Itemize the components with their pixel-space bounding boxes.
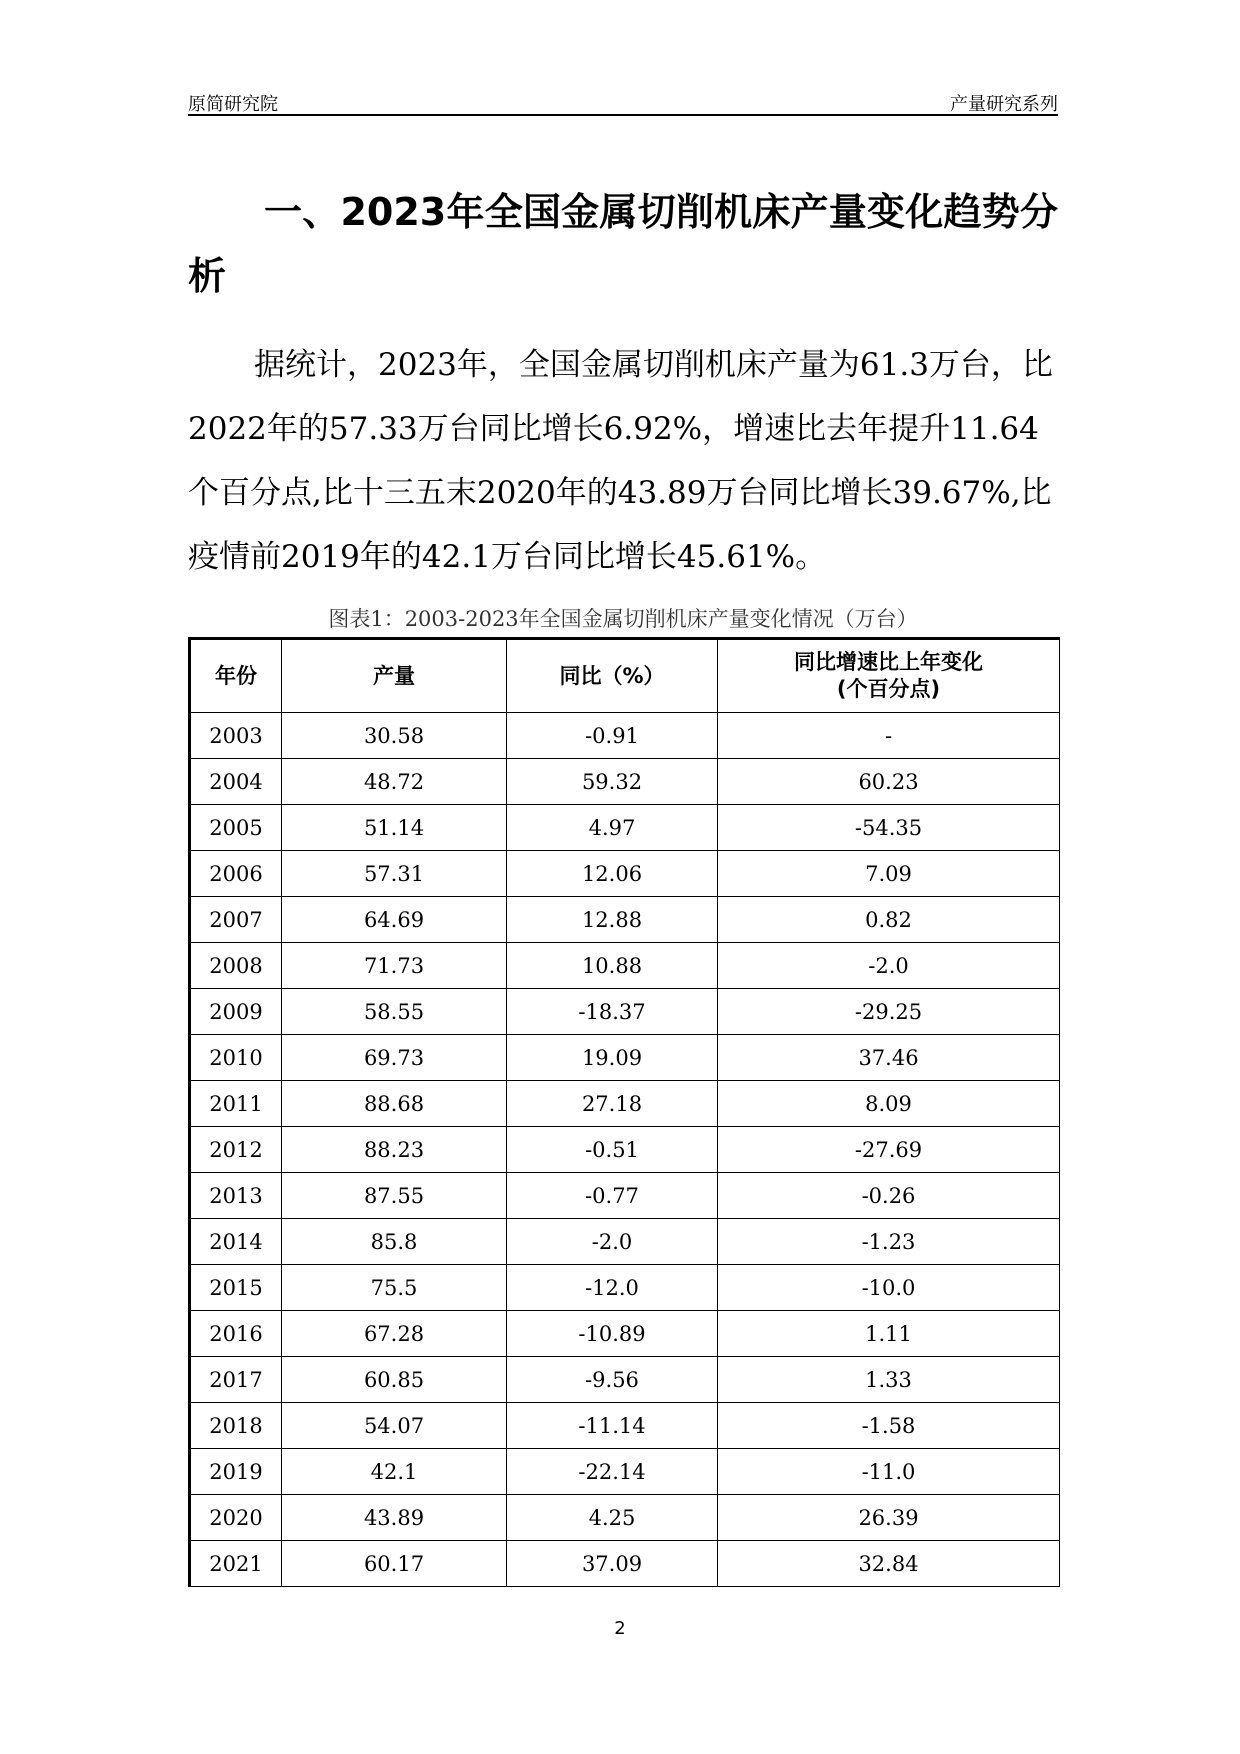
output-cell: 88.23 — [282, 1127, 507, 1173]
table-row — [190, 1219, 1060, 1265]
output-cell: 85.8 — [282, 1219, 507, 1265]
year-cell: 2016 — [190, 1311, 282, 1357]
year-cell: 2020 — [190, 1495, 282, 1541]
production-table — [188, 637, 1060, 1587]
growth-change-cell: -10.0 — [718, 1265, 1060, 1311]
table-row — [190, 713, 1060, 759]
output-cell: 87.55 — [282, 1173, 507, 1219]
year-cell: 2011 — [190, 1081, 282, 1127]
column-header-output: 产量 — [282, 639, 507, 713]
year-cell: 2018 — [190, 1403, 282, 1449]
yoy-cell: 27.18 — [507, 1081, 718, 1127]
yoy-cell: 10.88 — [507, 943, 718, 989]
growth-change-cell: -29.25 — [718, 989, 1060, 1035]
body-paragraph: 据统计，2023年，全国金属切削机床产量为61.3万台，比2022年的57.33万台同比增长6.92%，增速比去年提升11.64个百分点,比十三五末2020年的43.89万台同比增长39.67%,比疫情前2019年的42.1万台同比增长45.61%。 — [188, 347, 1053, 575]
year-cell: 2004 — [190, 759, 282, 805]
table-body — [190, 713, 1060, 1587]
growth-change-cell: 37.46 — [718, 1035, 1060, 1081]
output-cell: 58.55 — [282, 989, 507, 1035]
yoy-cell: -18.37 — [507, 989, 718, 1035]
growth-change-cell: -11.0 — [718, 1449, 1060, 1495]
output-cell: 75.5 — [282, 1265, 507, 1311]
growth-change-cell: 1.11 — [718, 1311, 1060, 1357]
yoy-cell: -2.0 — [507, 1219, 718, 1265]
table-row — [190, 1495, 1060, 1541]
year-cell: 2013 — [190, 1173, 282, 1219]
output-cell: 60.85 — [282, 1357, 507, 1403]
year-cell: 2015 — [190, 1265, 282, 1311]
page-header — [188, 86, 1058, 116]
output-cell: 88.68 — [282, 1081, 507, 1127]
table-row — [190, 851, 1060, 897]
page-number: 2 — [614, 1618, 626, 1639]
growth-change-cell: -1.58 — [718, 1403, 1060, 1449]
table-row — [190, 1173, 1060, 1219]
yoy-cell: -11.14 — [507, 1403, 718, 1449]
growth-change-cell: -1.23 — [718, 1219, 1060, 1265]
growth-change-cell: 7.09 — [718, 851, 1060, 897]
output-cell: 43.89 — [282, 1495, 507, 1541]
section-title: 一、2023年全国金属切削机床产量变化趋势分析 — [188, 190, 1058, 298]
yoy-cell: -9.56 — [507, 1357, 718, 1403]
growth-change-cell: 8.09 — [718, 1081, 1060, 1127]
growth-change-cell: 0.82 — [718, 897, 1060, 943]
yoy-cell: 12.88 — [507, 897, 718, 943]
table-row — [190, 1127, 1060, 1173]
table-row — [190, 1357, 1060, 1403]
table-row — [190, 1265, 1060, 1311]
table-row — [190, 805, 1060, 851]
yoy-cell: -22.14 — [507, 1449, 718, 1495]
output-cell: 57.31 — [282, 851, 507, 897]
growth-change-cell: -54.35 — [718, 805, 1060, 851]
output-cell: 64.69 — [282, 897, 507, 943]
growth-change-cell: 26.39 — [718, 1495, 1060, 1541]
yoy-cell: -10.89 — [507, 1311, 718, 1357]
header-series-name: 产量研究系列 — [950, 94, 1058, 115]
table-row — [190, 1081, 1060, 1127]
yoy-cell: -0.91 — [507, 713, 718, 759]
year-cell: 2006 — [190, 851, 282, 897]
table-row — [190, 1403, 1060, 1449]
growth-change-cell: 60.23 — [718, 759, 1060, 805]
year-cell: 2003 — [190, 713, 282, 759]
table-row — [190, 1035, 1060, 1081]
year-cell: 2021 — [190, 1541, 282, 1587]
table-row — [190, 989, 1060, 1035]
output-cell: 60.17 — [282, 1541, 507, 1587]
output-cell: 69.73 — [282, 1035, 507, 1081]
table-row — [190, 1311, 1060, 1357]
column-header-growth-change: 同比增速比上年变化 (个百分点) — [718, 639, 1060, 713]
output-cell: 51.14 — [282, 805, 507, 851]
output-cell: 30.58 — [282, 713, 507, 759]
output-cell: 67.28 — [282, 1311, 507, 1357]
column-header-year: 年份 — [190, 639, 282, 713]
yoy-cell: 4.97 — [507, 805, 718, 851]
table-row — [190, 897, 1060, 943]
yoy-cell: 59.32 — [507, 759, 718, 805]
table-caption: 图表1：2003-2023年全国金属切削机床产量变化情况（万台） — [328, 607, 918, 631]
year-cell: 2019 — [190, 1449, 282, 1495]
year-cell: 2009 — [190, 989, 282, 1035]
yoy-cell: 19.09 — [507, 1035, 718, 1081]
year-cell: 2007 — [190, 897, 282, 943]
yoy-cell: 4.25 — [507, 1495, 718, 1541]
column-header-yoy: 同比（%） — [507, 639, 718, 713]
growth-change-cell: 1.33 — [718, 1357, 1060, 1403]
header-org-name: 原简研究院 — [188, 94, 278, 115]
table-row — [190, 1541, 1060, 1587]
yoy-cell: -0.77 — [507, 1173, 718, 1219]
output-cell: 71.73 — [282, 943, 507, 989]
output-cell: 54.07 — [282, 1403, 507, 1449]
year-cell: 2017 — [190, 1357, 282, 1403]
year-cell: 2010 — [190, 1035, 282, 1081]
yoy-cell: 12.06 — [507, 851, 718, 897]
growth-change-cell: 32.84 — [718, 1541, 1060, 1587]
table-row — [190, 943, 1060, 989]
year-cell: 2014 — [190, 1219, 282, 1265]
table-header-row — [190, 639, 1060, 713]
growth-change-cell: -0.26 — [718, 1173, 1060, 1219]
year-cell: 2012 — [190, 1127, 282, 1173]
table-row — [190, 759, 1060, 805]
growth-change-cell: -2.0 — [718, 943, 1060, 989]
yoy-cell: -0.51 — [507, 1127, 718, 1173]
growth-change-cell: -27.69 — [718, 1127, 1060, 1173]
output-cell: 42.1 — [282, 1449, 507, 1495]
year-cell: 2008 — [190, 943, 282, 989]
table-row — [190, 1449, 1060, 1495]
output-cell: 48.72 — [282, 759, 507, 805]
year-cell: 2005 — [190, 805, 282, 851]
growth-change-cell: - — [718, 713, 1060, 759]
yoy-cell: -12.0 — [507, 1265, 718, 1311]
yoy-cell: 37.09 — [507, 1541, 718, 1587]
